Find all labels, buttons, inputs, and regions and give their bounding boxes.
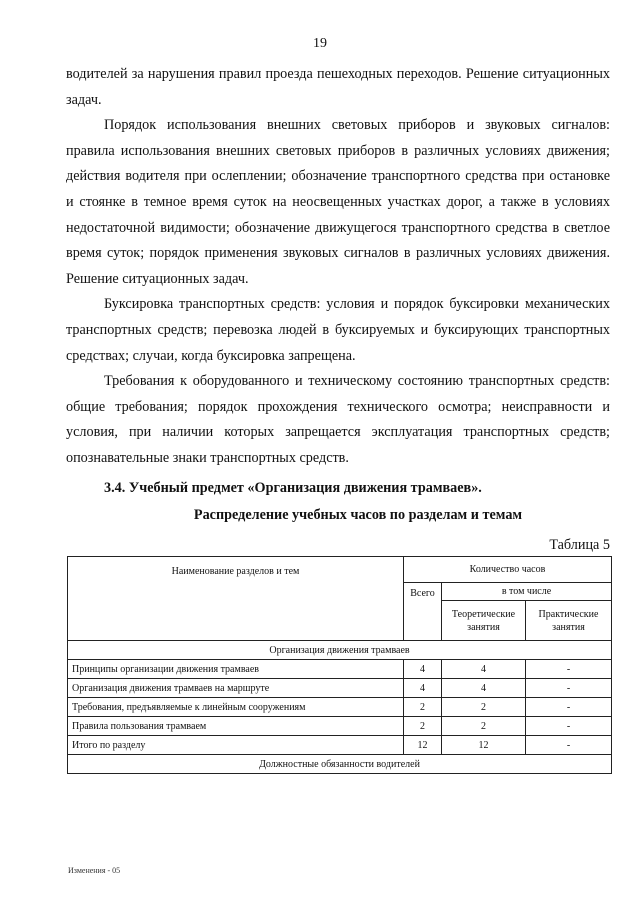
page-number: 19: [313, 36, 327, 51]
row-total: 4: [404, 660, 442, 679]
section-title-row: Организация движения трамваев: [68, 641, 612, 660]
paragraph-towing: Буксировка транспортных средств: условия и порядок буксировки механических транспортных средств; перевозка людей в буксируемых и буксирующих транспортных средствах; случаи, когда буксировка запрещена.: [66, 296, 610, 364]
section-heading: 3.4. Учебный предмет «Организация движения трамваев».: [104, 479, 482, 496]
row-theory: 4: [442, 660, 526, 679]
row-theory: 2: [442, 698, 526, 717]
table-row: [68, 679, 612, 698]
row-theory: 12: [442, 736, 526, 755]
table-subheading: Распределение учебных часов по разделам и темам: [193, 507, 523, 524]
row-practice: -: [526, 736, 612, 755]
header-theory: Теоретические занятия: [442, 601, 526, 641]
row-practice: -: [526, 660, 612, 679]
section-title-row: Должностные обязанности водителей: [68, 755, 612, 774]
header-including: в том числе: [442, 583, 612, 601]
header-total: Всего: [404, 583, 442, 641]
row-practice: -: [526, 679, 612, 698]
row-name: Организация движения трамваев на маршруте: [68, 679, 404, 698]
footer-note: Изменения - 05: [68, 866, 121, 875]
table-row: [68, 698, 612, 717]
row-name: Правила пользования трамваем: [68, 717, 404, 736]
hours-table: [67, 556, 612, 774]
row-practice: -: [526, 698, 612, 717]
row-name: Принципы организации движения трамваев: [68, 660, 404, 679]
header-hours: Количество часов: [404, 557, 612, 583]
row-total: 2: [404, 717, 442, 736]
table-row: [68, 717, 612, 736]
row-name: Требования, предъявляемые к линейным сооружениям: [68, 698, 404, 717]
header-practice: Практические занятия: [526, 601, 612, 641]
row-theory: 4: [442, 679, 526, 698]
paragraph-equipment-requirements: Требования к оборудованного и техническому состоянию транспортных средств: общие требования; порядок прохождения технического осмотра; неисправности и условия, при наличии которых запрещается эксплуатация транспортных средств; опознавательные знаки транспортных средств.: [66, 373, 610, 466]
row-practice: -: [526, 717, 612, 736]
table-caption: Таблица 5: [549, 536, 610, 553]
row-total: 2: [404, 698, 442, 717]
header-name: Наименование разделов и тем: [68, 557, 404, 641]
row-total: 12: [404, 736, 442, 755]
table-row: [68, 660, 612, 679]
table-row-total: [68, 736, 612, 755]
row-name: Итого по разделу: [68, 736, 404, 755]
row-total: 4: [404, 679, 442, 698]
document-body: [66, 62, 610, 558]
row-theory: 2: [442, 717, 526, 736]
paragraph-lights-signals: Порядок использования внешних световых приборов и звуковых сигналов: правила использования внешних световых приборов в различных условиях движения; действия водителя при ослеплении; обозначение транспортного средства при остановке и стоянке в темное время суток на неосвещенных участках дорог, а также в условиях недостаточной видимости; обозначение движущегося транспортного средства в светлое время суток; порядок применения звуковых сигналов в различных условиях движения. Решение ситуационных задач.: [66, 117, 610, 287]
paragraph-continuation: водителей за нарушения правил проезда пешеходных переходов. Решение ситуационных задач.: [66, 66, 610, 108]
